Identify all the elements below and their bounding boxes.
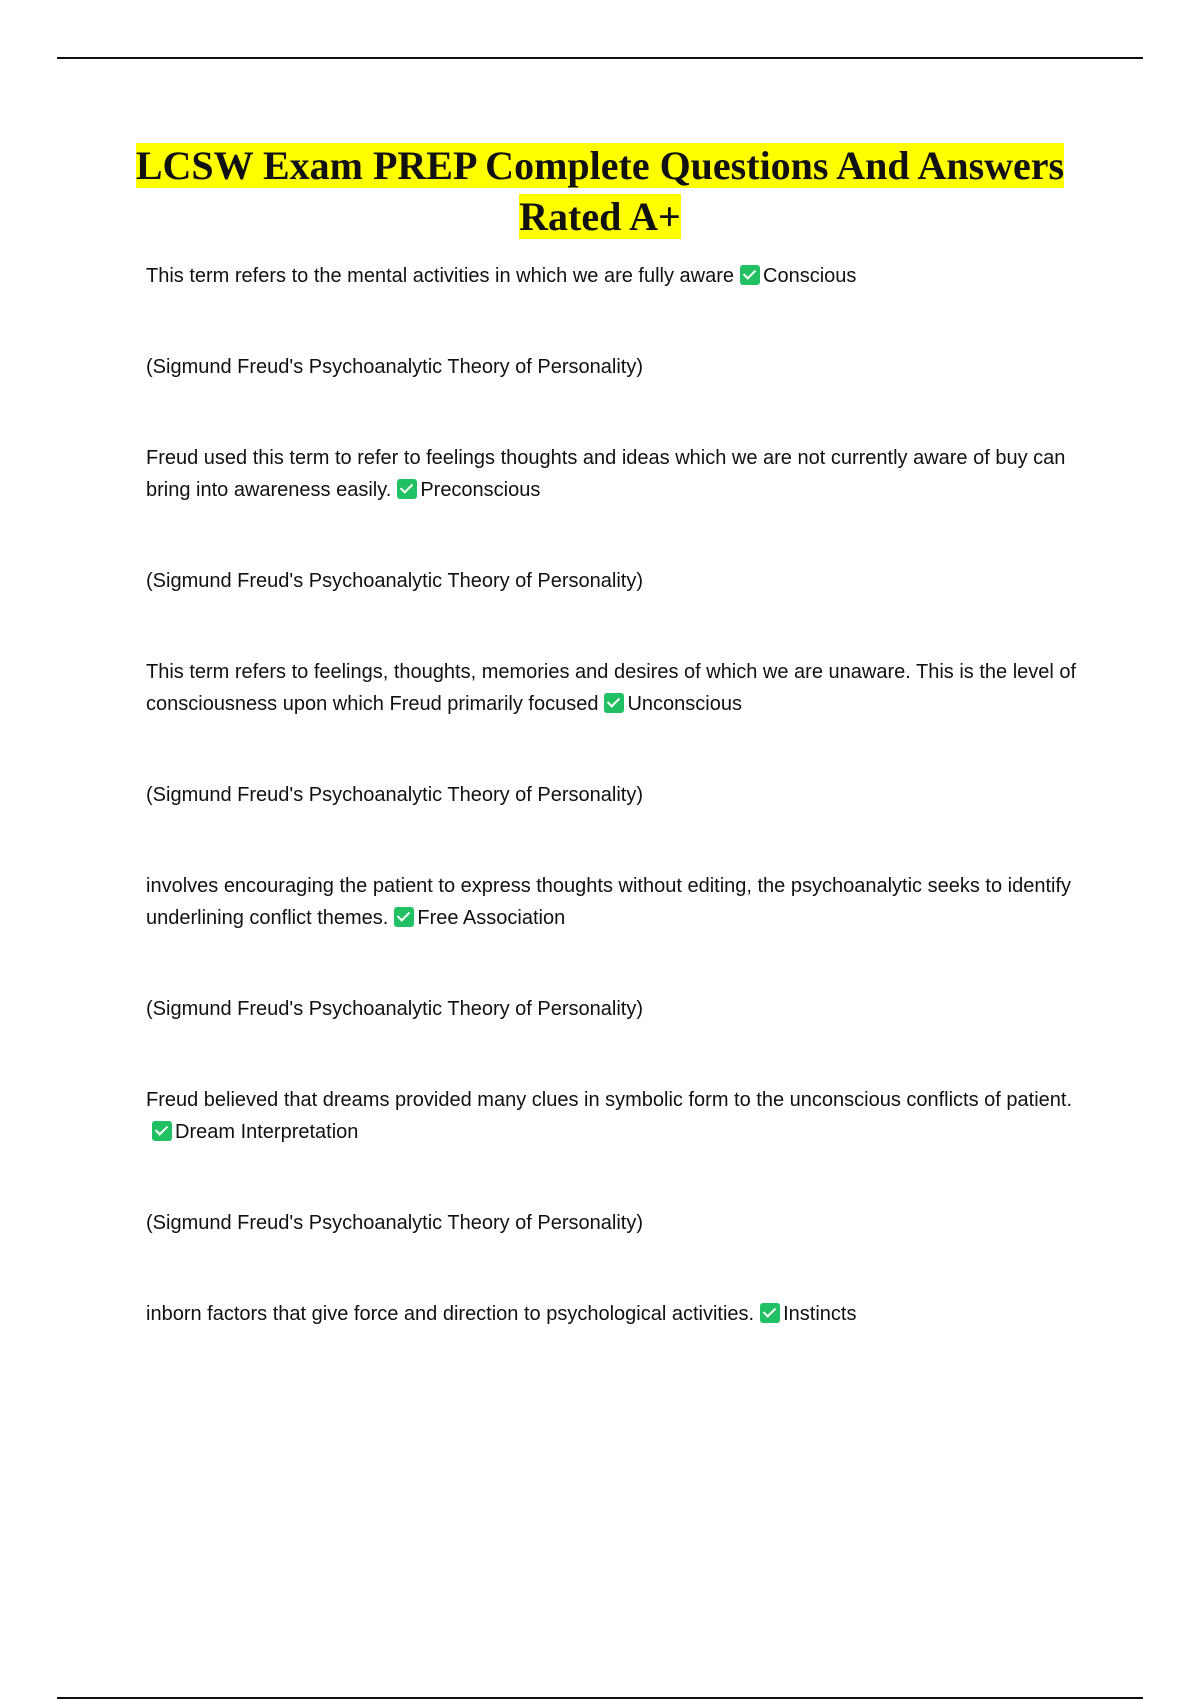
qa-item [146,1084,1096,1239]
question-label: This term refers to feelings, thoughts, memories and desires of which we are unaware. This is the level of consciousness upon which Freud primarily focused [146,661,1077,715]
answer-text: Dream Interpretation [175,1121,359,1143]
qa-item [146,1298,1096,1330]
header-rule [57,57,1143,59]
question-text [146,1298,1096,1330]
check-square-icon [604,693,624,713]
reference-text: (Sigmund Freud's Psychoanalytic Theory of Personality) [146,998,644,1020]
answer-text: Free Association [417,907,566,929]
question-text [146,870,1096,934]
title-highlight: LCSW Exam PREP Complete Questions And Answers Rated A+ [135,143,1065,239]
question-label: This term refers to the mental activities in which we are fully aware [146,265,734,287]
reference-text: (Sigmund Freud's Psychoanalytic Theory of Personality) [146,356,644,378]
footer-rule [57,1697,1143,1699]
question-label: inborn factors that give force and direction to psychological activities. [146,1303,755,1325]
document-title [100,140,1100,242]
question-text [146,442,1096,506]
reference-text: (Sigmund Freud's Psychoanalytic Theory of Personality) [146,784,644,806]
question-label: Freud used this term to refer to feelings thoughts and ideas which we are not currently aware of buy can bring into awareness easily. [146,447,1066,501]
qa-item [146,870,1096,1025]
check-square-icon [152,1121,172,1141]
reference-text: (Sigmund Freud's Psychoanalytic Theory of Personality) [146,1212,644,1234]
qa-item [146,442,1096,597]
answer-text: Instincts [783,1303,857,1325]
question-label: Freud believed that dreams provided many clues in symbolic form to the unconscious conflicts of patient. [146,1089,1073,1111]
question-text [146,656,1096,720]
answer-text: Conscious [763,265,857,287]
qa-list [146,260,1096,1330]
question-label: involves encouraging the patient to express thoughts without editing, the psychoanalytic seeks to identify underlining conflict themes. [146,875,1072,929]
qa-item [146,260,1096,383]
check-square-icon [740,265,760,285]
reference-text: (Sigmund Freud's Psychoanalytic Theory of Personality) [146,570,644,592]
question-text [146,1084,1096,1148]
check-square-icon [394,907,414,927]
qa-item [146,656,1096,811]
question-text [146,260,1096,292]
answer-text: Unconscious [627,693,742,715]
check-square-icon [760,1303,780,1323]
check-square-icon [397,479,417,499]
answer-text: Preconscious [420,479,541,501]
